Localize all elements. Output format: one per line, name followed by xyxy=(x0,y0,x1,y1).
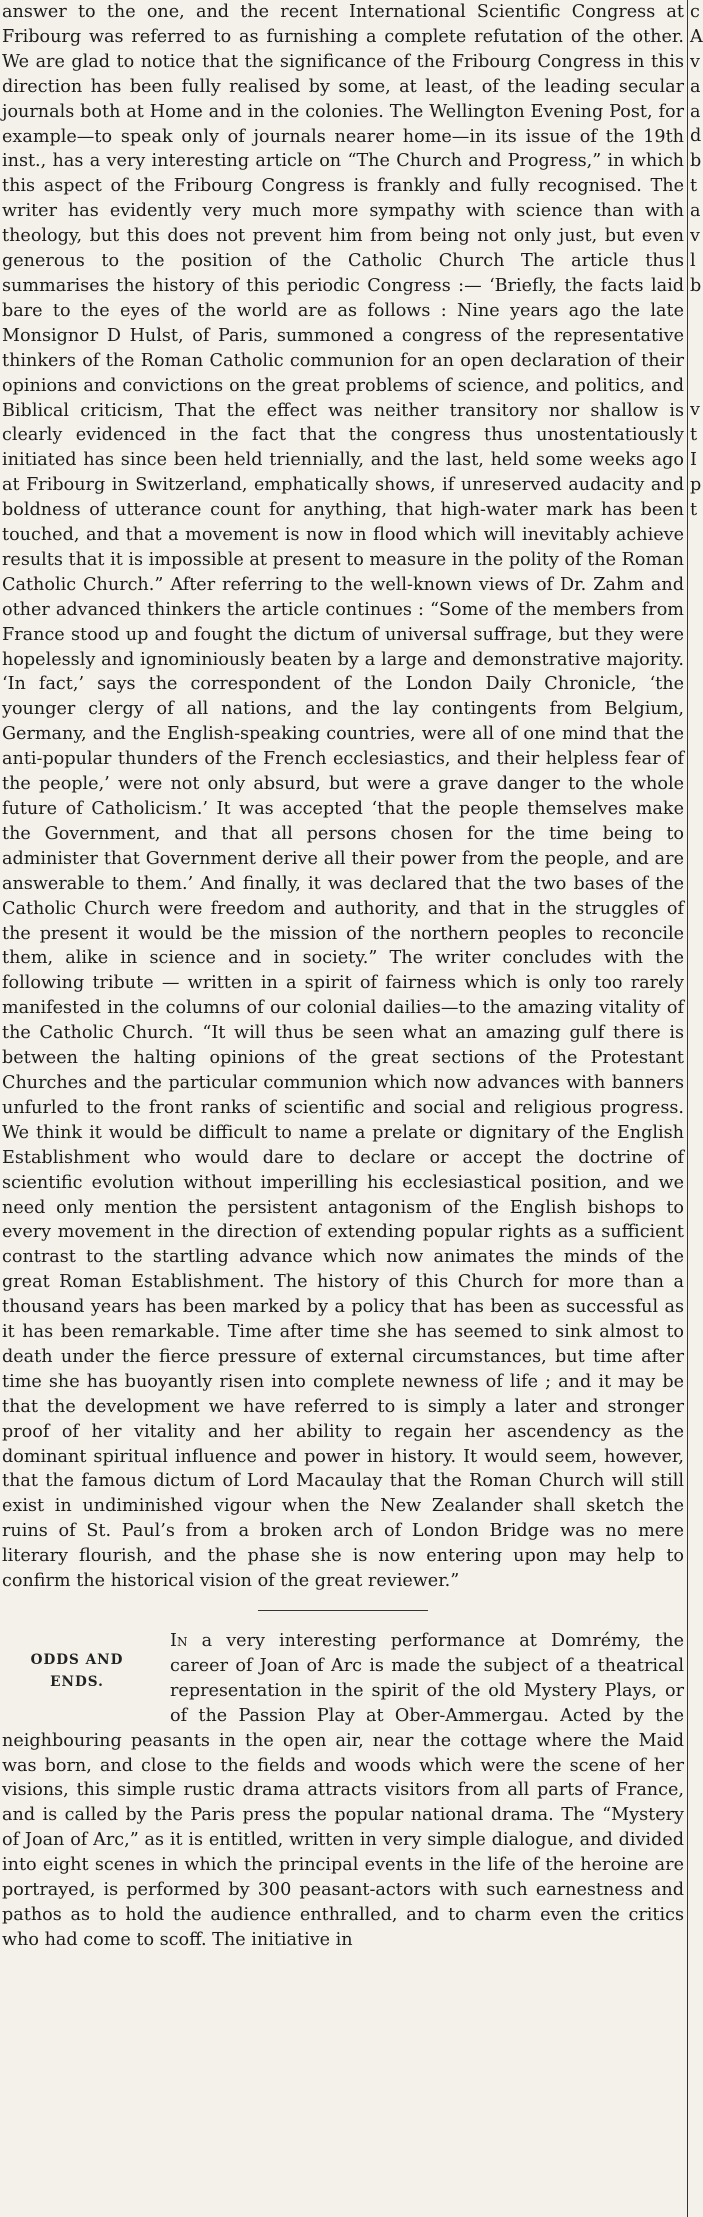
adjacent-column-letter xyxy=(690,1892,700,1917)
adjacent-column-letter xyxy=(690,2165,700,2190)
adjacent-column-letter xyxy=(690,1245,700,1270)
adjacent-column-letter: t xyxy=(690,176,698,197)
article-section xyxy=(2,0,684,1594)
adjacent-column-letter xyxy=(690,1369,700,1394)
adjacent-column-letter: p xyxy=(690,474,702,495)
adjacent-column-letter xyxy=(690,1817,700,1842)
adjacent-column-letter xyxy=(690,622,700,647)
adjacent-column-letter xyxy=(690,1792,700,1817)
adjacent-column-letter xyxy=(690,1767,700,1792)
adjacent-column-letter xyxy=(690,1394,700,1419)
adjacent-column-letter xyxy=(690,1344,700,1369)
adjacent-column-letter xyxy=(690,1643,700,1668)
adjacent-column-letter xyxy=(690,1170,700,1195)
adjacent-column-letter: d xyxy=(690,126,702,147)
adjacent-column-letter xyxy=(690,772,700,797)
adjacent-column-letter xyxy=(690,597,700,622)
adjacent-column-letter xyxy=(690,1668,700,1693)
adjacent-column-letter: b xyxy=(690,151,702,172)
adjacent-column-letter xyxy=(690,1618,700,1643)
adjacent-column-letter xyxy=(690,1419,700,1444)
adjacent-column-letter: t xyxy=(690,499,698,520)
adjacent-column-letter: v xyxy=(690,400,700,421)
adjacent-column-letter xyxy=(690,946,700,971)
adjacent-column-letter xyxy=(690,1941,700,1966)
adjacent-column-letter xyxy=(690,2016,700,2041)
adjacent-column-letter xyxy=(690,2066,700,2091)
main-column xyxy=(2,0,684,1953)
adjacent-column-letter xyxy=(690,1294,700,1319)
adjacent-column-letter: I xyxy=(690,450,697,471)
adjacent-column-letter xyxy=(690,1145,700,1170)
adjacent-column-letter: b xyxy=(690,275,702,296)
adjacent-column-letter xyxy=(690,971,700,996)
section-side-heading xyxy=(2,1649,152,1693)
adjacent-column-letter xyxy=(690,1319,700,1344)
adjacent-column-letter xyxy=(690,299,700,324)
adjacent-column-letter xyxy=(690,1543,700,1568)
adjacent-column-letter xyxy=(690,1593,700,1618)
adjacent-column-letter xyxy=(690,548,700,573)
adjacent-column-letter: v xyxy=(690,226,700,247)
adjacent-column-letter xyxy=(690,1120,700,1145)
adjacent-column-letter xyxy=(690,523,700,548)
adjacent-column-letter xyxy=(690,2141,700,2166)
adjacent-column-letter xyxy=(690,1045,700,1070)
adjacent-column-letter: v xyxy=(690,51,700,72)
adjacent-column-letter: c xyxy=(690,2,700,22)
adjacent-column-letter xyxy=(690,324,700,349)
column-rule xyxy=(687,0,688,2217)
adjacent-column-letter xyxy=(690,1991,700,2016)
article-paragraph: answer to the one, and the recent International Scientific Congress at Fribourg was referred to as furnishing a complete refutation of the other. We are glad to notice that the significance of the Fribourg Congress in this direction has been fully realised by some, at least, of the leading secular journals both at Home and in the colonies. The Wellington Evening Post, for example—to speak only of journals nearer home—in its issue of the 19th inst., has a very interesting article on “The Church and Progress,” in which this aspect of the Fribourg Congress is frankly and fully recognised. The writer has evidently very much more sympathy with science than with theology, but this does not prevent him from being not only just, but even generous to the position of the Catholic Church The article thus summarises the history of this periodic Congress :— ‘Briefly, the facts laid bare to the eyes of the world are as follows : Nine years ago the late Monsignor D Hulst, of Paris, summoned a congress of the representative thinkers of the Roman Catholic communion for an open declaration of their opinions and convictions on the great problems of science, and politics, and Biblical criticism, That the effect was neither transitory nor shallow is clearly evidenced in the fact that the congress thus unostentatiously initiated has since been held triennially, and the last, held some weeks ago at Fribourg in Switzerland, emphatically shows, if unreserved audacity and boldness of utterance count for anything, that high-water mark has been touched, and that a movement is now in flood which will inevitably achieve results that it is impossible at present to measure in the polity of the Roman Catholic Church.” After referring to the well-known views of Dr. Zahm and other advanced thinkers the article continues : “Some of the members from France stood up and fought the dictum of universal suffrage, but they were hopelessly and ignominiously beaten by a large and demonstrative majority. ‘In fact,’ says the correspondent of the London Daily Chronicle, ‘the younger clergy of all nations, and the lay contingents from Belgium, Germany, and the English-speaking countries, were all of one mind that the anti-popular thunders of the French ecclesiastics, and their helpless fear of the people,’ were not only absurd, but were a grave danger to the whole future of Catholicism.’ It was accepted ‘that the people themselves make the Government, and that all persons chosen for the time being to administer that Government derive all their power from the people, and are answerable to them.’ And finally, it was declared that the two bases of the Catholic Church were freedom and authority, and that in the struggles of the present it would be the mission of the northern peoples to reconcile them, alike in science and in society.” The writer concludes with the following tribute — written in a spirit of fairness which is only too rarely manifested in the columns of our colonial dailies—to the amazing vitality of the Catholic Church. “It will thus be seen what an amazing gulf there is between the halting opinions of the great sections of the Protestant Churches and the particular communion which now advances with banners unfurled to the front ranks of scientific and social and religious progress. We think it would be difficult to name a prelate or dignitary of the English Establishment who would dare to declare or accept the doctrine of scientific evolution without imperilling his ecclesiastical position, and we need only mention the persistent antagonism of the English bishops to every movement in the direction of extending popular rights as a sufficient contrast to the startling advance which now animates the minds of the great Roman Establishment. The history of this Church for more than a thousand years has been marked by a policy that has been as successful as it has been remarkable. Time after time she has seemed to sink almost to death under the fierce pressure of external circumstances, but time after time she has buoyantly risen into complete newness of life ; and it may be that the development we have referred to is simply a later and stronger proof of her vitality and her ability to regain her ascendency as the dominant spiritual influence and power in history. It would seem, however, that the famous dictum of Lord Macaulay that the Roman Church will still exist in undiminished vigour when the New Zealander shall sketch the ruins of St. Paul’s from a broken arch of London Bridge was no mere literary flourish, and the phase she is now entering upon may help to confirm the historical vision of the great reviewer.” xyxy=(2,2,684,1592)
adjacent-column-letter xyxy=(690,1693,700,1718)
adjacent-column-letter xyxy=(690,747,700,772)
adjacent-column-letter: a xyxy=(690,101,701,122)
adjacent-column-letter xyxy=(690,1568,700,1593)
adjacent-column-letter xyxy=(690,797,700,822)
adjacent-column-letter xyxy=(690,821,700,846)
adjacent-column-letter xyxy=(690,1269,700,1294)
adjacent-column-letter xyxy=(690,871,700,896)
lead-in-word: In xyxy=(170,1631,188,1651)
adjacent-column-letter xyxy=(690,572,700,597)
adjacent-column-letter xyxy=(690,1917,700,1942)
adjacent-column-fragment xyxy=(690,0,703,2190)
adjacent-column-letter xyxy=(690,1095,700,1120)
adjacent-column-letter xyxy=(690,647,700,672)
adjacent-column-letter xyxy=(690,348,700,373)
adjacent-column-letter xyxy=(690,1842,700,1867)
adjacent-column-letter xyxy=(690,2116,700,2141)
adjacent-column-letter: a xyxy=(690,76,701,97)
adjacent-column-letter xyxy=(690,1493,700,1518)
adjacent-column-letter xyxy=(690,1717,700,1742)
adjacent-column-letter: A xyxy=(690,26,703,47)
adjacent-column-letter xyxy=(690,1070,700,1095)
adjacent-column-letter: a xyxy=(690,201,701,222)
adjacent-column-letter xyxy=(690,1195,700,1220)
adjacent-column-letter: t xyxy=(690,425,698,446)
adjacent-column-letter xyxy=(690,1742,700,1767)
adjacent-column-letter xyxy=(690,2041,700,2066)
odds-and-ends-section xyxy=(2,1629,684,1953)
adjacent-column-letter xyxy=(690,697,700,722)
adjacent-column-letter xyxy=(690,921,700,946)
side-heading-line-2: ENDS. xyxy=(50,1674,104,1690)
adjacent-column-letter xyxy=(690,1444,700,1469)
adjacent-column-letter xyxy=(690,1966,700,1991)
adjacent-column-letter xyxy=(690,996,700,1021)
adjacent-column-letter xyxy=(690,1220,700,1245)
odds-and-ends-body: a very interesting performance at Domrémy, the career of Joan of Arc is made the subject of a theatrical representation in the spirit of the old Mystery Plays, or of the Passion Play at Ober-Ammergau. Acted by the neighbouring peasants in the open air, near the cottage where the Maid was born, and close to the fields and woods which were the scene of her visions, this simple rustic drama attracts visitors from all parts of France, and is called by the Paris press the popular national drama. The “Mystery of Joan of Arc,” as it is entitled, written in very simple dialogue, and divided into eight scenes in which the principal events in the life of the heroine are portrayed, is performed by 300 peasant-actors with such earnestness and pathos as to hold the audience enthralled, and to charm even the critics who had come to scoff. The initiative in xyxy=(2,1631,684,1950)
side-heading-line-1: ODDS AND xyxy=(30,1652,124,1668)
adjacent-column-letter xyxy=(690,1469,700,1494)
adjacent-column-letter: l xyxy=(690,250,696,271)
adjacent-column-letter xyxy=(690,2091,700,2116)
adjacent-column-letter xyxy=(690,1867,700,1892)
adjacent-column-letter xyxy=(690,896,700,921)
section-divider xyxy=(258,1610,428,1611)
adjacent-column-letter xyxy=(690,1518,700,1543)
adjacent-column-letter xyxy=(690,846,700,871)
adjacent-column-letter xyxy=(690,722,700,747)
adjacent-column-letter xyxy=(690,672,700,697)
adjacent-column-letter xyxy=(690,373,700,398)
adjacent-column-letter xyxy=(690,1021,700,1046)
